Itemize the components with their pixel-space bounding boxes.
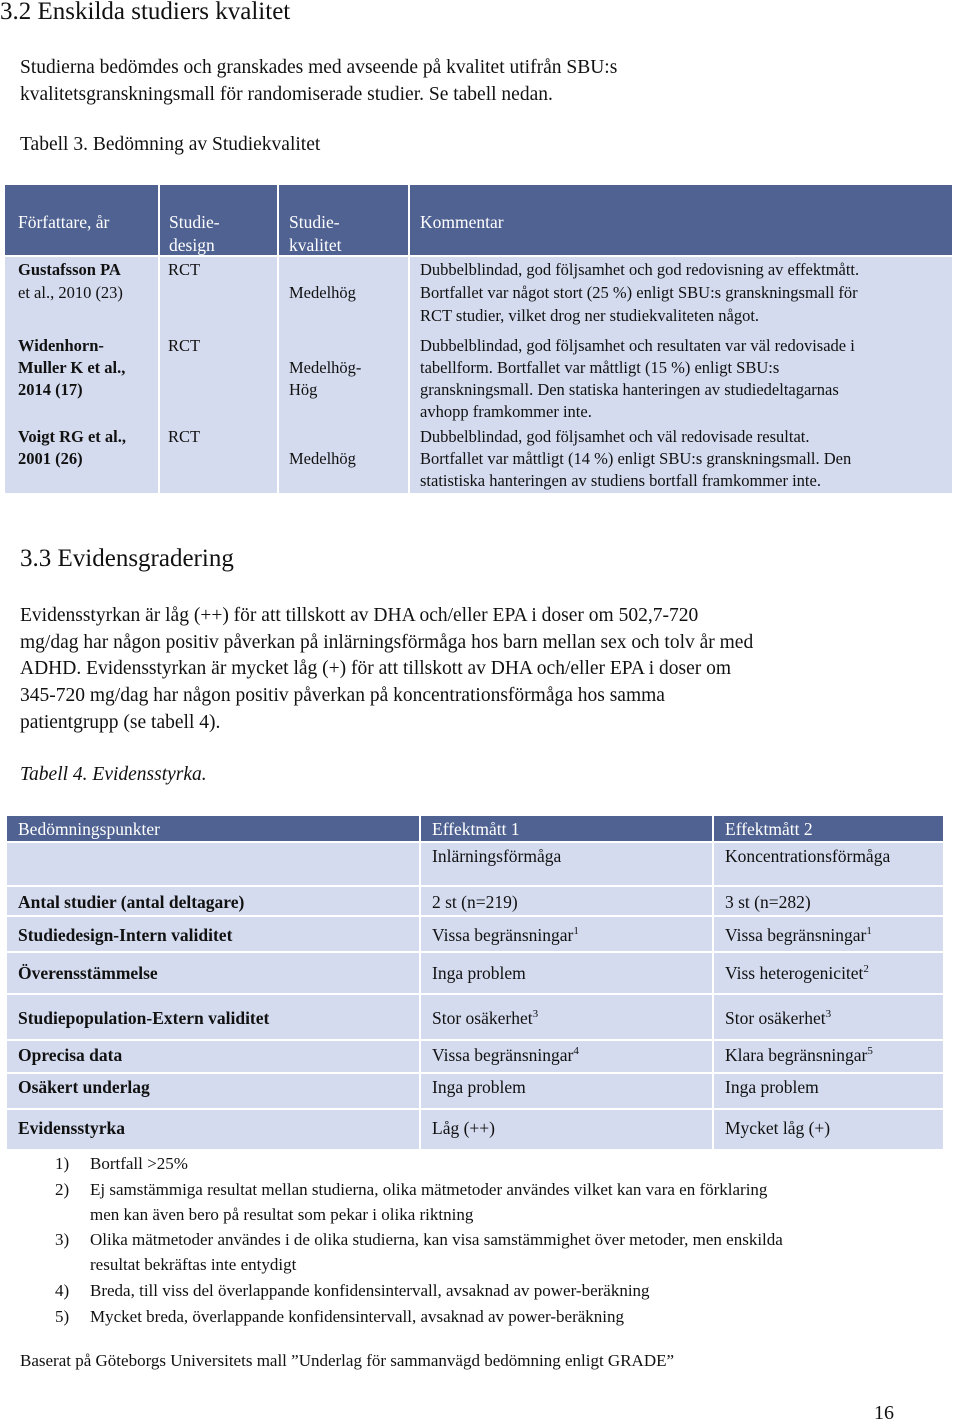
subheader-effect-1: Inlärningsförmåga [432, 846, 562, 866]
effect-2-cell: Viss heterogenicitet$^2$ [725, 963, 869, 983]
effect-1-cell: Låg (++) [432, 1118, 495, 1138]
comment-cell: Bortfallet var måttligt (14 %) enligt SBU:s granskningsmall. Den [420, 449, 852, 468]
header-quality: Studie- [289, 212, 340, 232]
header-quality: kvalitet [289, 235, 342, 255]
effect-2-cell: Inga problem [725, 1077, 819, 1097]
source-note: Baserat på Göteborgs Universitets mall ”Underlag för sammanvägd bedömning enligt GRADE” [20, 1351, 675, 1370]
comment-cell: Dubbelblindad, god följsamhet och resultaten var väl redovisade i [420, 336, 855, 355]
header-comment: Kommentar [420, 212, 504, 232]
effect-1-cell: 2 st (n=219) [432, 892, 518, 912]
effect-1-cell: Inga problem [432, 1077, 526, 1097]
author-cell: Voigt RG et al., [18, 427, 127, 446]
paragraph-line: mg/dag har någon positiv påverkan på inlärningsförmåga hos barn mellan sex och tolv år med [20, 632, 754, 653]
paragraph-line: Studierna bedömdes och granskades med avseende på kvalitet utifrån SBU:s [20, 57, 618, 78]
footnote: 5) Mycket breda, överlappande konfidensintervall, avsaknad av power-beräkning [55, 1307, 625, 1326]
comment-cell: granskningsmall. Den statiska hanteringen av studiedeltagarnas [420, 380, 839, 399]
row-label: Evidensstyrka [18, 1118, 125, 1138]
footnote: 2) Ej samstämmiga resultat mellan studierna, olika mätmetoder användes vilket kan vara en förklaring men kan även bero på resultat som pekar i olika riktning [55, 1180, 768, 1224]
paragraph-line: Evidensstyrkan är låg (++) för att tillskott av DHA och/eller EPA i doser om 502,7-720 [20, 605, 699, 626]
row-label: Antal studier (antal deltagare) [18, 892, 245, 912]
author-cell: Gustafsson PA [18, 260, 121, 279]
effect-2-cell: 3 st (n=282) [725, 892, 811, 912]
author-cell: Muller K et al., [18, 358, 126, 377]
comment-cell: Dubbelblindad, god följsamhet och god redovisning av effektmått. [420, 260, 860, 279]
comment-cell: tabellform. Bortfallet var måttligt (15 %) enligt SBU:s [420, 358, 780, 377]
effect-1-cell: Vissa begränsningar$^1$ [432, 925, 579, 945]
paragraph-line: patientgrupp (se tabell 4). [20, 712, 221, 733]
table-caption: Tabell 4. Evidensstyrka. [20, 764, 207, 785]
effect-2-cell: Mycket låg (+) [725, 1118, 831, 1138]
header-design: Studie- [169, 212, 220, 232]
quality-cell: Medelhög [289, 449, 356, 468]
header-author: Författare, år [18, 212, 110, 232]
effect-1-cell: Vissa begränsningar$^4$ [432, 1045, 579, 1065]
design-cell: RCT [168, 336, 201, 355]
row-label: Studiepopulation-Extern validitet [18, 1008, 270, 1028]
paragraph-line: ADHD. Evidensstyrkan är mycket låg (+) för att tillskott av DHA och/eller EPA i doser om [20, 658, 732, 679]
design-cell: RCT [168, 260, 201, 279]
row-label: Överensstämmelse [18, 963, 158, 983]
quality-cell: Medelhög- [289, 358, 362, 377]
comment-cell: Bortfallet var något stort (25 %) enligt SBU:s granskningsmall för [420, 283, 858, 302]
author-cell: 2014 (17) [18, 380, 83, 399]
comment-cell: avhopp framkommer inte. [420, 402, 592, 421]
header-effect-1: Effektmått 1 [432, 819, 520, 839]
effect-2-cell: Klara begränsningar$^5$ [725, 1045, 873, 1065]
table-caption: Tabell 3. Bedömning av Studiekvalitet [20, 134, 321, 155]
footnote: 1) Bortfall >25% [55, 1154, 188, 1173]
footnote: 3) Olika mätmetoder användes i de olika studierna, kan visa samstämmighet över metoder, men enskilda resultat bekräftas inte entydigt [55, 1230, 783, 1274]
comment-cell: statistiska hanteringen av studiens bortfall framkommer inte. [420, 471, 821, 490]
header-effect-2: Effektmått 2 [725, 819, 813, 839]
header-design: design [169, 235, 215, 255]
quality-cell: Hög [289, 380, 318, 399]
row-label: Osäkert underlag [18, 1077, 150, 1097]
footnote: 4) Breda, till viss del överlappande konfidensintervall, avsaknad av power-beräkning [55, 1281, 650, 1300]
paragraph-line: kvalitetsgranskningsmall för randomiserade studier. Se tabell nedan. [20, 84, 553, 105]
quality-cell: Medelhög [289, 283, 356, 302]
page-number: 16 [874, 1402, 894, 1424]
author-cell: Widenhorn- [18, 336, 104, 355]
author-cell: 2001 (26) [18, 449, 83, 468]
header-assessment: Bedömningspunkter [18, 819, 160, 839]
effect-1-cell: Inga problem [432, 963, 526, 983]
comment-cell: RCT studier, vilket drog ner studiekvaliteten något. [420, 306, 760, 325]
row-label: Studiedesign-Intern validitet [18, 925, 233, 945]
subheader-effect-2: Koncentrationsförmåga [725, 846, 891, 866]
row-label: Oprecisa data [18, 1045, 123, 1065]
paragraph-line: 345-720 mg/dag har någon positiv påverkan på koncentrationsförmåga hos samma [20, 685, 665, 706]
section-heading-3-2: 3.2 Enskilda studiers kvalitet [0, 0, 291, 25]
design-cell: RCT [168, 427, 201, 446]
effect-2-cell: Stor osäkerhet$^3$ [725, 1008, 832, 1028]
evidence-strength-table [7, 816, 943, 1149]
effect-2-cell: Vissa begränsningar$^1$ [725, 925, 872, 945]
author-cell: et al., 2010 (23) [18, 283, 123, 302]
section-heading-3-3: 3.3 Evidensgradering [20, 545, 234, 572]
effect-1-cell: Stor osäkerhet$^3$ [432, 1008, 539, 1028]
comment-cell: Dubbelblindad, god följsamhet och väl redovisade resultat. [420, 427, 810, 446]
